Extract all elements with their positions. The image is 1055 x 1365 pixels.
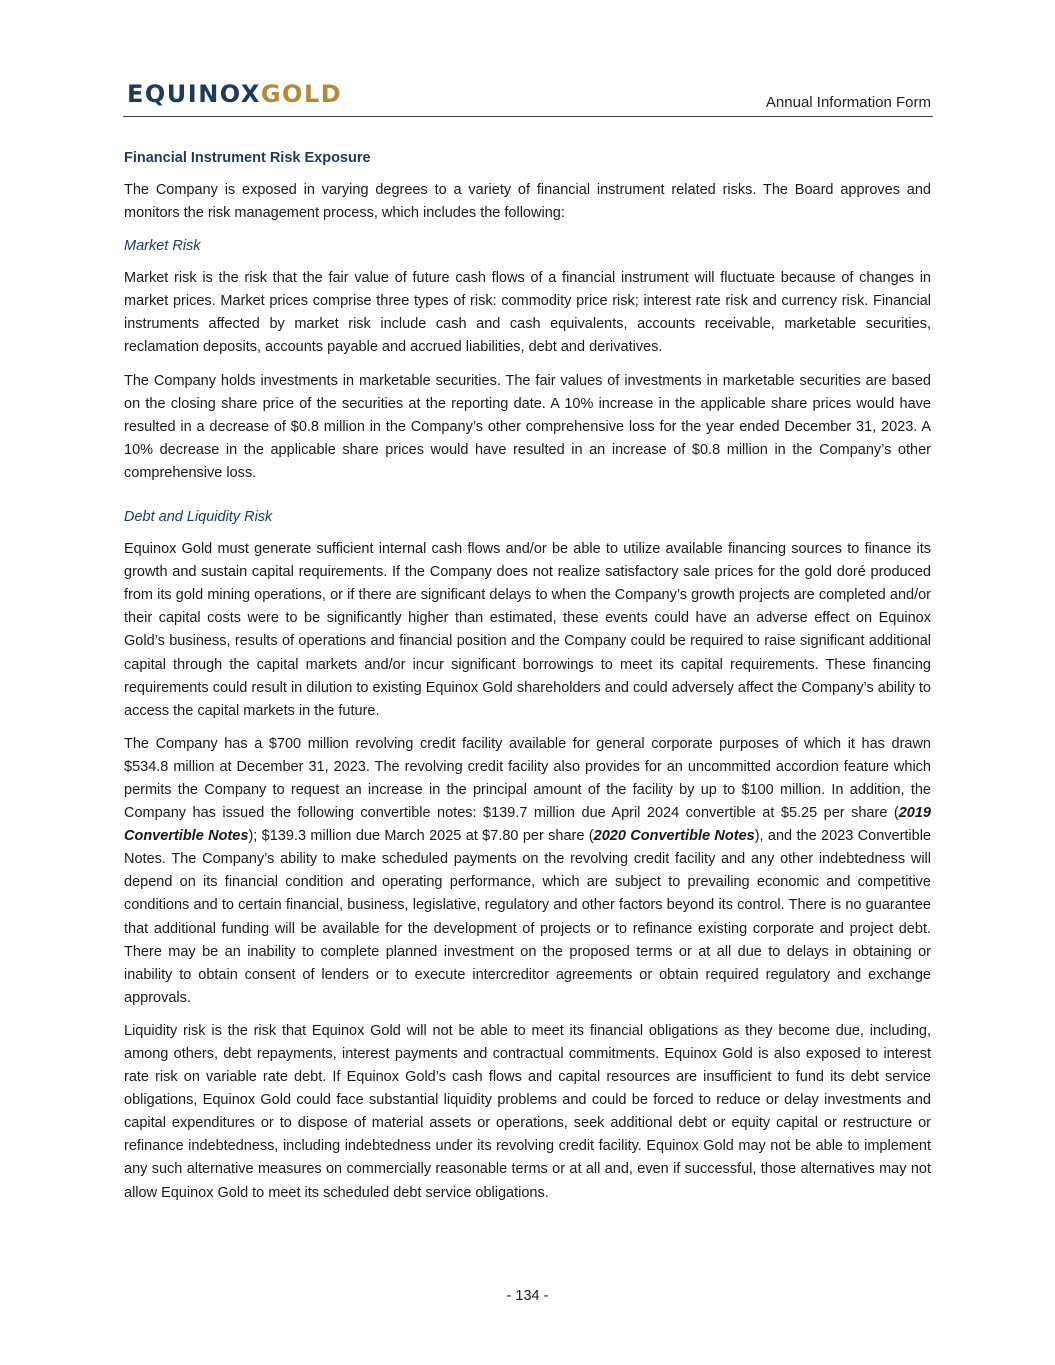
debt-liquidity-paragraph-3: Liquidity risk is the risk that Equinox Gold will not be able to meet its financial obligations as they become due, including, among others, debt repayments, interest payments and contractual commitments. Equinox Gold is also exposed to interest rate risk on variable rate debt. If Equinox Gold’s cash flows and capital resources are insufficient to fund its debt service obligations, Equinox Gold could face substantial liquidity problems and could be forced to reduce or delay investments and capital expenditures or to dispose of material assets or operations, seek additional debt or equity capital or restructure or refinance indebtedness, including indebtedness under its revolving credit facility. Equinox Gold may not be able to implement any such alternative measures on commercially reasonable terms or at all and, even if successful, those alternatives may not allow Equinox Gold to meet its scheduled debt service obligations. (124, 1022, 931, 1201)
debt-liquidity-paragraph-1: Equinox Gold must generate sufficient internal cash flows and/or be able to utilize available financing sources to finance its growth and sustain capital requirements. If the Company does not realize satisfactory sale prices for the gold doré produced from its gold mining operations, or if there are significant delays to when the Company’s growth projects are completed and/or their capital costs were to be significantly higher than estimated, these events could have an adverse effect on Equinox Gold’s business, results of operations and financial position and the Company could be required to raise significant additional capital through the capital markets and/or incur significant borrowings to meet its capital requirements. These financing requirements could result in dilution to existing Equinox Gold shareholders and could adversely affect the Company’s ability to access the capital markets in the future. (124, 541, 931, 719)
market-risk-paragraph-1: Market risk is the risk that the fair value of future cash flows of a financial instrument will fluctuate because of changes in market prices. Market prices comprise three types of risk: commodity price risk; interest rate risk and currency risk. Financial instruments affected by market risk include cash and cash equivalents, accounts receivable, marketable securities, reclamation deposits, accounts payable and accrued liabilities, debt and derivatives. (124, 270, 931, 356)
debt-liquidity-paragraph-2 (124, 733, 931, 1010)
market-risk-heading: Market Risk (124, 238, 201, 255)
equinox-gold-logo (127, 80, 342, 108)
paragraph-text: ); $139.3 million due March 2025 at $7.80 per share ( (248, 828, 594, 845)
logo-word-gold: GOLD (260, 80, 343, 108)
document-title: Annual Information Form (765, 94, 931, 111)
debt-liquidity-risk-heading: Debt and Liquidity Risk (124, 509, 273, 526)
section-intro-paragraph: The Company is exposed in varying degrees to a variety of financial instrument related risks. The Board approves and monitors the risk management process, which includes the following: (124, 182, 931, 222)
logo-word-equinox: EQUINOX (127, 80, 261, 108)
page-body (124, 147, 931, 1215)
defined-term-2020-notes: 2020 Convertible Notes (593, 828, 755, 845)
spacer (124, 495, 931, 506)
market-risk-paragraph-2: The Company holds investments in marketable securities. The fair values of investments in marketable securities are based on the closing share price of the securities at the reporting date. A 10% increase in the applicable share prices would have resulted in a decrease of $0.8 million in the Company’s other comprehensive loss for the year ended December 31, 2023. A 10% decrease in the applicable share prices would have resulted in an increase of $0.8 million in the Company’s other comprehensive loss. (124, 372, 931, 481)
paragraph-text: ), and the 2023 Convertible Notes. The Company’s ability to make scheduled payments on the revolving credit facility and any other indebtedness will depend on its financial condition and operating performance, which are subject to prevailing economic and competitive conditions and to certain financial, business, legislative, regulatory and other factors beyond its control. There is no guarantee that additional funding will be available for the development of projects or to refinance existing corporate and project debt. There may be an inability to complete planned investment on the proposed terms or at all due to delays in obtaining or inability to obtain consent of lenders or to execute intercreditor agreements or obtain required regulatory and exchange approvals. (124, 828, 931, 1006)
defined-term-2019-notes: 2019 Convertible Notes (124, 805, 931, 845)
section-title: Financial Instrument Risk Exposure (124, 150, 371, 166)
paragraph-text: The Company has a $700 million revolving credit facility available for general corporate purposes of which it has drawn $534.8 million at December 31, 2023. The revolving credit facility also provides for an uncommitted accordion feature which permits the Company to request an increase in the principal amount of the facility by up to $100 million. In addition, the Company has issued the following convertible notes: $139.7 million due April 2024 convertible at $5.25 per share ( (124, 735, 931, 822)
page-number: - 134 - (506, 1288, 549, 1304)
page-header (123, 78, 933, 117)
